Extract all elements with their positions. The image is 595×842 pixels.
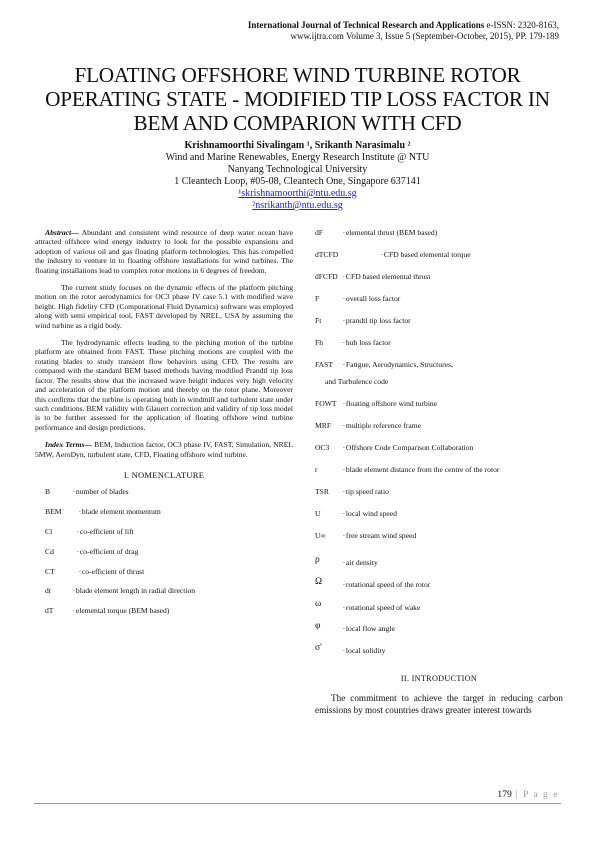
nomenclature-item: ω - rotational speed of wake bbox=[315, 600, 563, 622]
abstract-paragraph-2: The current study focuses on the dynamic effects of the platform pitching motion on the rotor aerodynamics for OC3 phase IV case 5.1 with modified wave height. High fidelity CFD (Computational Fluid Dynamics) software was employed along with semi empirical tool, FAST developed by NREL, USA by assuming the wind turbine as a rigid body. bbox=[35, 283, 293, 330]
journal-header bbox=[139, 20, 559, 42]
journal-line-2: www.ijtra.com Volume 3, Issue 5 (September-October, 2015), PP. 179-189 bbox=[290, 31, 559, 41]
nomenclature-item: dF - elemental thrust (BEM based) bbox=[315, 228, 563, 250]
journal-name: International Journal of Technical Research and Applications bbox=[247, 20, 485, 30]
nomenclature-item: B - number of blades bbox=[35, 487, 293, 507]
author-university: Nanyang Technological University bbox=[227, 164, 368, 175]
nomenclature-item: dTCFD - CFD based elemental torque bbox=[315, 250, 563, 272]
page-footer bbox=[497, 789, 559, 800]
nomenclature-item: OC3 - Offshore Code Comparison Collaboration bbox=[315, 443, 563, 465]
nomenclature-item: FOWT - floating offshore wind turbine bbox=[315, 399, 563, 421]
nomenclature-item: Ft - prandtl tip loss factor bbox=[315, 316, 563, 338]
email-link-1[interactable]: ¹skrishnamoorthi@ntu.edu.sg bbox=[238, 188, 357, 199]
nomenclature-item: ρ - air density bbox=[315, 556, 563, 578]
nomenclature-item: Ω - rotational speed of the rotor bbox=[315, 578, 563, 600]
nomenclature-item: Cd - co-efficient of drag bbox=[35, 547, 293, 567]
author-block bbox=[0, 140, 595, 212]
nomenclature-item: CT - co-efficient of thrust bbox=[35, 567, 293, 587]
author-names: Krishnamoorthi Sivalingam ¹, Srikanth Narasimalu ² bbox=[184, 140, 411, 151]
abstract-label: Abstract— bbox=[45, 228, 79, 237]
nomenclature-item: r - blade element distance from the centre of the rotor bbox=[315, 465, 563, 487]
nomenclature-item: BEM - blade element momentum bbox=[35, 507, 293, 527]
right-column bbox=[315, 228, 563, 716]
nomenclature-item: dr - blade element length in radial direction bbox=[35, 586, 293, 606]
nomenclature-item: FAST - Fatigue, Aerodynamics, Structures, bbox=[315, 360, 563, 377]
abstract-paragraph-1: Abstract— Abundant and consistent wind resource of deep water ocean have attracted offshore wind energy industry to look for the possible expansions and adoption of various oil and gas floating platform technologies. This has compelled the industry to venture in to floating offshore installations for wind turbines. The floating installations lead to complex rotor motions in 6 degrees of freedom. bbox=[35, 228, 293, 275]
journal-line-1 bbox=[139, 20, 559, 31]
page-label: | P a g e bbox=[511, 789, 559, 800]
index-terms-label: Index Terms— bbox=[45, 440, 93, 450]
paper-title: FLOATING OFFSHORE WIND TURBINE ROTOR OPERATING STATE - MODIFIED TIP LOSS FACTOR IN BEM AND COMPARION WITH CFD bbox=[45, 63, 550, 136]
left-column bbox=[35, 228, 293, 626]
nomenclature-item: MRF - multiple reference frame bbox=[315, 421, 563, 443]
index-terms: Index Terms— BEM, Induction factor, OC3 phase IV, FAST, Simulation, NREL 5MW, AeroDyn, turbulent state, CFD, Floating offshore wind turbine. bbox=[35, 440, 293, 459]
nomenclature-item: φ - local flow angle bbox=[315, 622, 563, 644]
nomenclature-heading: I. NOMENCLATURE bbox=[123, 469, 205, 480]
nomenclature-item: σ' - local solidity bbox=[315, 644, 563, 666]
footer-rule bbox=[34, 803, 561, 804]
nomenclature-item: U - local wind speed bbox=[315, 509, 563, 531]
author-lab: Wind and Marine Renewables, Energy Research Institute @ NTU bbox=[165, 152, 430, 163]
nomenclature-item: Fh - hub loss factor bbox=[315, 338, 563, 360]
nomenclature-item: dFCFD - CFD based elemental thrust bbox=[315, 272, 563, 294]
nomenclature-item: U∞ - free stream wind speed bbox=[315, 531, 563, 556]
nomenclature-item: TSR - tip speed ratio bbox=[315, 487, 563, 509]
introduction-heading: II. INTRODUCTION bbox=[400, 674, 478, 683]
nomenclature-item: and Turbulence code bbox=[325, 377, 389, 386]
nomenclature-item: dT - elemental torque (BEM based) bbox=[35, 606, 293, 626]
page-number: 179 bbox=[497, 789, 512, 800]
nomenclature-item: Cl - co-efficient of lift bbox=[35, 527, 293, 547]
journal-issn: e-ISSN: 2320-8163, bbox=[484, 20, 559, 30]
email-link-2[interactable]: ²nsrikanth@ntu.edu.sg bbox=[252, 200, 343, 211]
nomenclature-item: F - overall loss factor bbox=[315, 294, 563, 316]
abstract-paragraph-3: The hydrodynamic effects leading to the pitching motion of the turbine platform are obtained from FAST. These pitching motions are coupled with the rotating blades to study transient flow behaviors using CFD. The results are compared with the standard BEM based methods having modified Prandtl tip loss factor. The results show that the increased wave height induces very high velocity and acceleration of the platform motion and thereby on the rotor plane. Moreover this confirms that the turbine is operating both in windmill and turbulent state under such conditions. BEM validity with Glauert correction and validity of tip loss model is to be further assessed for the application of floating offshore wind turbine performance and design predictions. bbox=[35, 338, 293, 432]
introduction-text: The commitment to achieve the target in reducing carbon emissions by most countries draws greater interest towards bbox=[315, 693, 563, 716]
author-address: 1 Cleantech Loop, #05-08, Cleantech One, Singapore 637141 bbox=[174, 176, 421, 187]
